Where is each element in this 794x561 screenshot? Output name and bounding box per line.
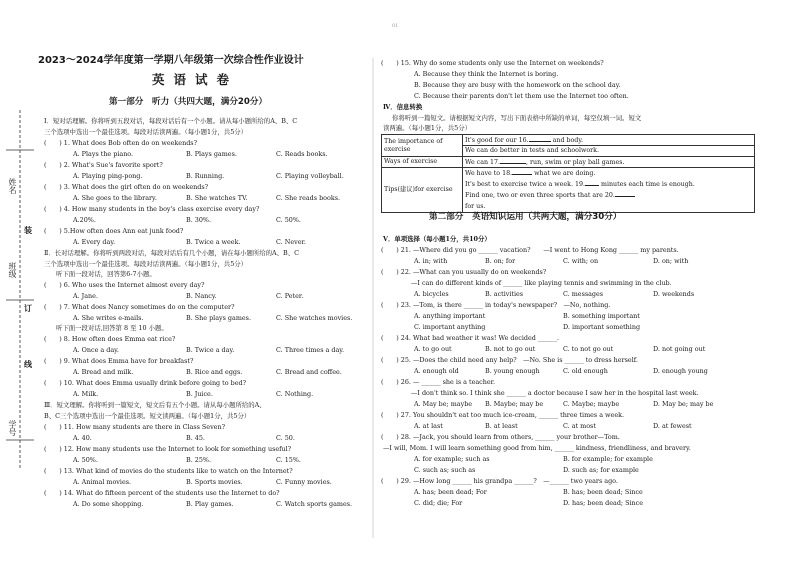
question-29-option-b: B. has; been dead; Since (563, 488, 643, 496)
margin-char-ding: 订 (24, 303, 32, 313)
answer-blank-20[interactable] (615, 190, 635, 197)
table-17-suffix: , run, swim or play ball games. (526, 159, 625, 167)
table-18-suffix: what we are doing. (532, 170, 596, 177)
answer-blank-19[interactable] (585, 179, 599, 186)
table-label-tips: Tips(建议)for exercise (382, 168, 463, 213)
answer-blank-18[interactable] (512, 168, 532, 175)
question-12: ( ) 12. How many students use the Internet to look for something useful? (44, 445, 292, 453)
question-23-option-a: A. anything important (414, 312, 486, 320)
question-7-option-c: C. She watches movies. (276, 314, 353, 322)
question-14-option-a: A. Do some shopping. (73, 500, 144, 508)
question-24-option-d: D. not going out (653, 345, 706, 353)
question-28-option-d: D. such as; for example (563, 466, 639, 474)
question-24: ( ) 24. What bad weather it was! We decided ______. (381, 334, 560, 342)
question-3-option-c: C. She reads books. (276, 194, 341, 202)
question-11-option-c: C. 50. (276, 434, 295, 442)
sec2-sub-instruction-1: 听下面一段对话，回答第6-7小题。 (56, 270, 156, 278)
sec1-instruction-2: 三个选项中选出一个最佳选项。每段对话读两遍。（每小题1分，共5分） (44, 128, 248, 136)
question-24-option-b: B. not to go out (485, 345, 536, 353)
question-10-option-c: C. Nothing. (276, 390, 314, 398)
table-20-prefix: Find one, two or even three sports that are (465, 192, 605, 199)
question-14-option-b: B. Play games. (186, 500, 234, 508)
question-29: ( ) 29. —How long ______ his grandpa ______? —______ two years ago. (381, 477, 618, 485)
question-25-option-a: A. enough old (414, 367, 459, 375)
part1-heading: 第一部分 听力（共四大题，满分20分） (109, 97, 268, 107)
table-row-18 (465, 168, 752, 179)
question-10-option-a: A. Milk. (73, 390, 99, 398)
question-10: ( ) 10. What does Emma usually drink before going to bed? (44, 379, 247, 387)
table-cell-16 (463, 135, 755, 146)
question-7: ( ) 7. What does Nancy sometimes do on the computer? (44, 303, 235, 311)
question-1: ( ) 1. What does Bob often do on weekends? (44, 139, 197, 147)
question-6: ( ) 6. Who uses the Internet almost every day? (44, 281, 205, 289)
question-21-option-d: D. on; with (653, 257, 689, 265)
table-20-number: 20. (604, 192, 615, 199)
table-row-20 (465, 190, 752, 201)
question-22-option-c: C. messages (563, 290, 604, 298)
question-2-option-b: B. Running. (186, 172, 225, 180)
question-13: ( ) 13. What kind of movies do the students like to watch on the Internet? (44, 467, 293, 475)
question-25-option-d: D. enough young (653, 367, 708, 375)
table-19-prefix: It's best to exercise twice a week. (465, 181, 575, 188)
question-9-option-b: B. Rice and eggs. (186, 368, 243, 376)
answer-blank-16[interactable] (529, 135, 551, 142)
question-23-option-d: D. important something (563, 323, 641, 331)
question-23: ( ) 23. —Tom, is there ______ in today's newspaper? —No, nothing. (381, 301, 611, 309)
question-22-option-d: D. weekends (653, 290, 695, 298)
question-21-option-c: C. with; on (563, 257, 599, 265)
table-row-19 (465, 179, 752, 190)
question-6-option-b: B. Nancy. (186, 292, 217, 300)
table-18-number: 18. (502, 170, 513, 177)
question-29-option-d: D. has; been dead; Since (563, 499, 644, 507)
question-9-option-a: A. Bread and milk. (73, 368, 134, 376)
question-25-option-b: B. young enough (485, 367, 540, 375)
sec2-instruction-1: Ⅱ．长对话理解。你将听到两段对话，每段对话后有几个小题，请在每小题所给的A、B、C (44, 249, 299, 257)
question-25-option-c: C. old enough (563, 367, 608, 375)
question-5-option-a: A. Every day. (73, 238, 116, 246)
question-11-option-a: A. 40. (73, 434, 92, 442)
table-label-importance: The importance of exercise (382, 135, 463, 157)
question-28-option-a: A. for example; such as (414, 455, 490, 463)
table-16-number: 16. (518, 137, 529, 145)
question-4: ( ) 4. How many students in the boy's class exercise every day? (44, 205, 260, 213)
question-27-option-a: A. at last (414, 422, 443, 430)
margin-label-id: 学号 (8, 420, 17, 436)
question-6-option-a: A. Jane. (73, 292, 98, 300)
question-29-option-a: A. has; been dead; For (414, 488, 487, 496)
question-14-option-c: C. Watch sports games. (276, 500, 353, 508)
question-12-option-c: C. 15%. (276, 456, 301, 464)
exam-subject: 英语试卷 (152, 72, 239, 87)
question-27-option-c: C. at most (563, 422, 596, 430)
question-13-option-a: A. Animal movies. (73, 478, 132, 486)
table-17-prefix: We can (465, 159, 491, 167)
question-27-option-d: D. at fewest (653, 422, 692, 430)
question-7-option-a: A. She writes e-mails. (73, 314, 144, 322)
question-1-option-b: B. Plays games. (186, 150, 237, 158)
sec5-heading: Ⅴ．单项选择（每小题1分，共10分） (383, 235, 491, 243)
sec3-instruction-1: Ⅲ．短文理解。你将听到一篇短文，短文后有五个小题。请从每小题所给的A、 (44, 401, 266, 409)
part2-heading: 第二部分 英语知识运用（共两大题，满分30分） (429, 212, 622, 222)
question-8: ( ) 8. How often does Emma eat rice? (44, 335, 176, 343)
question-2: ( ) 2. What's Sue's favorite sport? (44, 161, 163, 169)
table-cell-17 (463, 157, 755, 168)
question-24-option-a: A. to go out (414, 345, 452, 353)
question-8-option-c: C. Three times a day. (276, 346, 345, 354)
table-cell-tips (463, 168, 755, 213)
sec4-instruction-2: 读两遍。（每小题1分，共5分） (383, 124, 472, 132)
question-2-option-c: C. Playing volleyball. (276, 172, 344, 180)
question-8-option-a: A. Once a day. (73, 346, 119, 354)
question-1-option-a: A. Plays the piano. (73, 150, 134, 158)
info-table (381, 134, 755, 213)
table-label-ways: Ways of exercise (382, 157, 463, 168)
table-16-suffix: and body. (550, 137, 584, 145)
sec3-instruction-2: B、C三个选项中选出一个最佳选项。短文读两遍。（每小题1分，共5分） (44, 412, 251, 420)
question-22-option-b: B. activities (485, 290, 524, 298)
question-3: ( ) 3. What does the girl often do on weekends? (44, 183, 209, 191)
question-12-option-b: B. 25%. (186, 456, 211, 464)
sec2-sub-instruction-2: 听下面一段对话,回答第 8 至 10 小题。 (56, 324, 168, 332)
sec1-instruction-1: Ⅰ．短对话理解。你将听到五段对话，每段对话后有一个小题。请从每小题所给的A、B、C (44, 117, 298, 125)
question-4-option-a: A.20%. (73, 216, 96, 224)
table-16-prefix: It's good for our (465, 137, 519, 145)
answer-blank-17[interactable] (500, 157, 526, 164)
margin-label-name: 姓名 (8, 178, 17, 194)
question-22-line-2: —I can do different kinds of ______ like playing tennis and swimming in the club. (411, 279, 672, 287)
question-11: ( ) 11. How many students are there in Class Seven? (44, 423, 226, 431)
sec4-instruction-1: 你将听到一篇短文。请根据短文内容，写出下面表格中所缺的单词，每空仅填一词。短文 (392, 114, 642, 122)
question-5: ( ) 5.How often does Ann eat junk food? (44, 227, 184, 235)
question-4-option-c: C. 50%. (276, 216, 301, 224)
question-1-option-c: C. Reads books. (276, 150, 328, 158)
sec2-instruction-2: 三个选项中选出一个最佳选项。每段对话读两遍。（每小题1分，共5分） (44, 260, 248, 268)
question-28-option-b: B. for example; for example (563, 455, 653, 463)
table-19-suffix: minutes each time is enough. (598, 181, 695, 188)
question-15: ( ) 15. Why do some students only use the Internet on weekends? (381, 59, 604, 67)
question-22-option-a: A. bicycles (414, 290, 449, 298)
question-13-option-c: C. Funny movies. (276, 478, 332, 486)
binding-margin-line (0, 0, 40, 561)
question-10-option-b: B. Juice. (186, 390, 213, 398)
question-12-option-a: A. 50%. (73, 456, 98, 464)
question-4-option-b: B. 30%. (186, 216, 211, 224)
question-5-option-b: B. Twice a week. (186, 238, 241, 246)
question-27: ( ) 27. You shouldn't eat too much ice-cream, ______ three times a week. (381, 411, 624, 419)
question-7-option-b: B. She plays games. (186, 314, 251, 322)
margin-char-xian: 线 (24, 359, 32, 369)
question-28: ( ) 28. —Jack, you should learn from others, ______ your brother—Tom. (381, 433, 620, 441)
question-26-option-b: B. Maybe; may be (485, 400, 544, 408)
margin-label-class: 班级 (8, 262, 17, 278)
question-6-option-c: C. Peter. (276, 292, 304, 300)
exam-title: 2023～2024学年度第一学期八年级第一次综合性作业设计 (38, 55, 304, 66)
question-8-option-b: B. Twice a day. (186, 346, 235, 354)
question-9: ( ) 9. What does Emma have for breakfast? (44, 357, 194, 365)
question-21-option-b: B. on; for (485, 257, 516, 265)
question-3-option-b: B. She watches TV. (186, 194, 248, 202)
question-26-line-2: —I don't think so. I think she ______ a doctor because I saw her in the hospital last week. (411, 389, 699, 397)
question-15-option-c: C. Because their parents don't let them use the Internet too often. (414, 92, 629, 100)
table-cell-importance-2: We can do better in tests and schoolwork. (463, 146, 755, 157)
question-21: ( ) 21. —Where did you go ______ vacation? —I went to Hong Kong ______ my parents. (381, 246, 679, 254)
question-25: ( ) 25. —Does the child need any help? —No. She is ______ to dress herself. (381, 356, 638, 364)
question-23-option-b: B. something important (563, 312, 640, 320)
question-26-option-a: A. May be; maybe (414, 400, 473, 408)
question-22: ( ) 22. —What can you usually do on weekends? (381, 268, 547, 276)
question-11-option-b: B. 45. (186, 434, 205, 442)
table-17-number: 17. (490, 159, 501, 167)
sec4-heading: Ⅳ．信息转换 (383, 103, 423, 111)
question-2-option-a: A. Playing ping-pong. (73, 172, 143, 180)
question-23-option-c: C. important anything (414, 323, 486, 331)
table-row-20-end: for us. (465, 203, 486, 210)
question-9-option-c: C. Bread and coffee. (276, 368, 342, 376)
column-divider (372, 58, 374, 538)
question-14: ( ) 14. What do fifteen percent of the students use the Internet to do? (44, 489, 280, 497)
table-19-number: 19. (574, 181, 585, 188)
question-24-option-c: C. to not go out (563, 345, 614, 353)
question-15-option-b: B. Because they are busy with the homework on the school day. (414, 81, 621, 89)
question-26: ( ) 26. — ______ she is a teacher. (381, 378, 496, 386)
question-28-option-c: C. such as; such as (414, 466, 476, 474)
question-28-line-2: —I will, Mom. I will learn something good from him, ______ kindness, friendliness, and bravery. (383, 444, 691, 452)
margin-char-zhuang: 装 (24, 225, 32, 235)
question-27-option-b: B. at least (485, 422, 518, 430)
table-18-prefix: We have to (465, 170, 503, 177)
page-mark: 01 (392, 23, 399, 29)
question-15-option-a: A. Because they think the Internet is boring. (414, 70, 559, 78)
question-29-option-c: C. did; die; For (414, 499, 463, 507)
question-3-option-a: A. She goes to the library. (73, 194, 157, 202)
question-26-option-c: C. Maybe; maybe (563, 400, 620, 408)
question-13-option-b: B. Sports movies. (186, 478, 243, 486)
question-5-option-c: C. Never. (276, 238, 306, 246)
question-26-option-d: D. May be; may be (653, 400, 714, 408)
question-21-option-a: A. in; with (414, 257, 448, 265)
